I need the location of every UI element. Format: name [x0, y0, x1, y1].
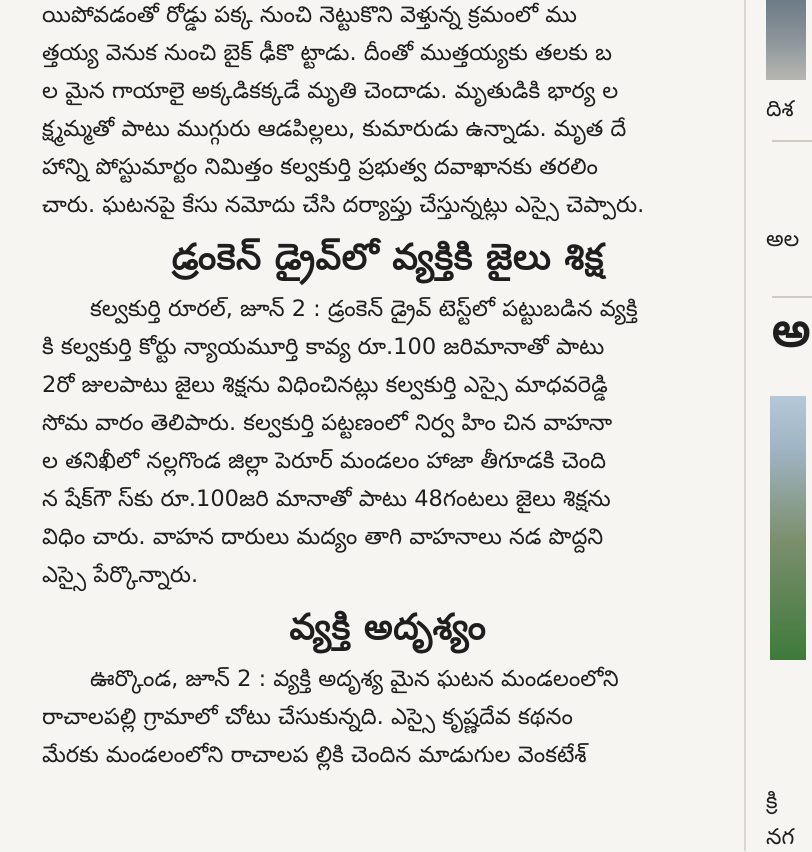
- article-2-line: ల తనిఖీలో నల్లగొండ జిల్లా పెరూర్ మండలం హాజా తీగూడకి చెంది: [42, 448, 607, 474]
- adjacent-divider: [772, 140, 812, 142]
- adjacent-headline: అ: [772, 302, 811, 358]
- adjacent-text: దిశ: [766, 97, 794, 122]
- article-1-line: ల మైన గాయాలై అక్కడికక్కడే మృతి చెందాడు. మృతుడికి భార్య ల: [42, 78, 619, 104]
- article-2-line: 2రో జులపాటు జైలు శిక్షను విధించినట్లు కల్వకుర్తి ఎస్సై మాధవరెడ్డి: [42, 372, 608, 398]
- article-3-body: [42, 660, 734, 774]
- news-photo: [766, 0, 806, 80]
- article-2-line: సోమ వారం తెలిపారు. కల్వకుర్తి పట్టణంలో నిర్వ హిం చిన వాహనా: [42, 410, 613, 436]
- adjacent-text: నగ: [766, 825, 795, 850]
- news-photo: [770, 396, 806, 660]
- article-1-line: క్ష్మమ్మతో పాటు ముగ్గురు ఆడపిల్లలు, కుమారుడు ఉన్నాడు. మృత దే: [42, 116, 627, 142]
- article-2-line: ఎస్సై పేర్కొన్నారు.: [42, 562, 199, 588]
- article-1-line: హాన్ని పోస్టుమార్టం నిమిత్తం కల్వకుర్తి ప్రభుత్వ దవాఖానకు తరలిం: [42, 154, 598, 180]
- article-2-line: విధిం చారు. వాహన దారులు మద్యం తాగి వాహనాలు నడ పొద్దని: [42, 524, 604, 550]
- article-2-headline: డ్రంకెన్ డ్రైవ్‌లో వ్యక్తికి జైలు శిక్ష: [171, 237, 605, 278]
- article-3-line: ఊర్కొండ, జూన్ 2 : వ్యక్తి అదృశ్య మైన ఘటన మండలంలోని: [90, 666, 619, 692]
- article-1-line: చారు. ఘటనపై కేసు నమోదు చేసి దర్యాప్తు చేస్తున్నట్లు ఎస్సై చెప్పారు.: [42, 192, 645, 218]
- article-2-body: [42, 290, 734, 594]
- adjacent-divider: [772, 296, 812, 298]
- article-1-line: యిపోవడంతో రోడ్డు పక్క నుంచి నెట్టుకొని వెళ్తున్న క్రమంలో ము: [42, 2, 577, 28]
- adjacent-column: [752, 0, 811, 851]
- article-2-line: న షేక్‌గౌ స్‌కు రూ.100జరి మానాతో పాటు 48గంటలు జైలు శిక్షను: [42, 486, 611, 512]
- article-2-line: కి కల్వకుర్తి కోర్టు న్యాయమూర్తి కావ్య రూ.100 జరిమానాతో పాటు: [42, 334, 605, 360]
- main-column: [42, 0, 734, 774]
- article-3-line: రాచాలపల్లి గ్రామాలో చోటు చేసుకున్నది. ఎస్సై కృష్ణదేవ కథనం: [42, 704, 573, 730]
- column-divider: [744, 0, 746, 851]
- article-1-body: [42, 0, 734, 224]
- article-3-line: మేరకు మండలంలోని రాచాలప ల్లికి చెందిన మాడుగుల వెంకటేశ్: [42, 742, 587, 768]
- article-2-line: కల్వకుర్తి రూరల్, జూన్ 2 : డ్రంకెన్ డ్రైవ్ టెస్ట్‌లో పట్టుబడిన వ్యక్తి: [90, 296, 638, 322]
- article-1-line: త్తయ్య వెనుక నుంచి బైక్ ఢీకొ ట్టాడు. దీంతో ముత్తయ్యకు తలకు బ: [42, 40, 612, 66]
- adjacent-text: క్రి: [766, 789, 778, 814]
- adjacent-text: అల: [766, 227, 800, 252]
- article-3-headline: వ్యక్తి అదృశ్యం: [289, 607, 487, 648]
